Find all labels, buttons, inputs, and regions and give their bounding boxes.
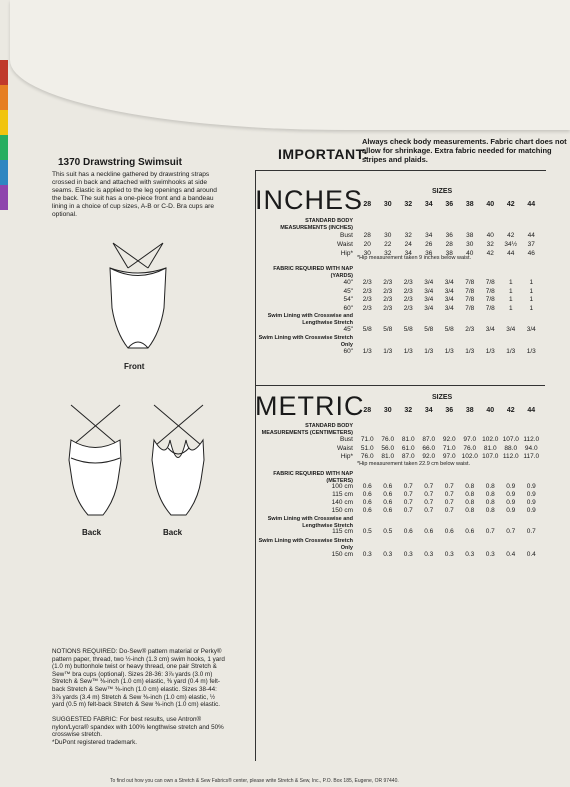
- table-cell: 0.6: [362, 483, 372, 490]
- row-label: 115 cm: [332, 528, 353, 535]
- table-cell: 56.0: [381, 444, 395, 452]
- table-cell: 76.0: [381, 436, 395, 443]
- table-cell: 1: [529, 279, 534, 286]
- row-label: Bust: [339, 436, 353, 443]
- table-cell: 87.0: [422, 436, 436, 443]
- table-cell: 32: [384, 250, 392, 257]
- table-cell: 0.6: [383, 507, 393, 514]
- table-cell: 0.7: [403, 483, 413, 490]
- size-column-header: 42: [506, 407, 515, 414]
- table-cell: 1: [529, 304, 534, 312]
- row-label: 140 cm: [331, 499, 353, 506]
- table-cell: 0.7: [403, 499, 413, 506]
- table-cell: 0.3: [485, 551, 495, 558]
- sizes-label-inches: SIZES: [432, 188, 453, 195]
- size-column-header: 38: [465, 407, 474, 414]
- table-row: [258, 279, 542, 286]
- table-cell: 0.6: [362, 491, 372, 498]
- inches-lining2-header: Swim Lining with Crosswise Stretch Only: [258, 335, 353, 348]
- table-cell: 0.7: [424, 491, 434, 498]
- table-cell: 1: [508, 279, 513, 286]
- table-cell: 81.0: [381, 453, 395, 460]
- row-label: 150 cm: [331, 551, 353, 558]
- table-cell: 44: [527, 232, 535, 239]
- table-cell: 3/4: [424, 296, 434, 303]
- table-cell: 102.0: [482, 436, 499, 443]
- table-cell: 40: [486, 232, 494, 239]
- table-cell: 88.0: [504, 444, 518, 452]
- table-cell: 24: [404, 241, 412, 248]
- size-column-header: 40: [486, 201, 495, 208]
- table-cell: 0.7: [444, 483, 454, 490]
- table-cell: 0.6: [362, 499, 372, 506]
- table-cell: 0.9: [526, 507, 536, 514]
- table-cell: 1: [508, 287, 513, 295]
- table-cell: 1/3: [403, 348, 413, 355]
- row-label: 60": [343, 348, 353, 355]
- table-row: [258, 326, 542, 333]
- table-cell: 20: [363, 241, 371, 248]
- size-column-header: 28: [363, 201, 372, 208]
- table-cell: 40: [466, 250, 474, 257]
- back-swimsuit-illustration-1: [63, 400, 128, 520]
- size-column-header: 42: [506, 201, 515, 208]
- suggested-fabric: [52, 716, 227, 746]
- table-cell: 5/8: [403, 326, 413, 333]
- inches-body-header: STANDARD BODY MEASUREMENTS (INCHES): [280, 218, 353, 231]
- table-cell: 112.0: [523, 436, 540, 443]
- row-label: 40": [343, 279, 353, 286]
- table-cell: 0.3: [362, 551, 372, 558]
- table-cell: 0.9: [506, 483, 516, 490]
- table-cell: 0.7: [403, 507, 413, 514]
- table-cell: 0.5: [362, 528, 372, 535]
- inches-hip-note: *Hip measurement taken 9 inches below waist.: [357, 255, 472, 261]
- metric-hip-note: *Hip measurement taken 22.9 cm below waist.: [357, 461, 471, 467]
- table-cell: 0.6: [444, 528, 454, 535]
- table-cell: 34: [425, 232, 433, 239]
- table-row: [258, 305, 542, 312]
- metric-body-header: STANDARD BODY MEASUREMENTS (CENTIMETERS): [261, 423, 353, 436]
- table-cell: 0.8: [485, 507, 495, 514]
- table-cell: 5/8: [362, 326, 372, 333]
- envelope-flap: [10, 0, 570, 130]
- table-cell: 1/3: [485, 348, 495, 355]
- table-cell: 0.3: [383, 551, 393, 558]
- table-cell: 2/3: [403, 287, 413, 295]
- table-cell: 0.8: [485, 499, 495, 506]
- suggested-fabric-text: SUGGESTED FABRIC: For best results, use Antron® nylon/Lycra® spandex with 100% lengthwise stretch and 50% crosswise stretch.: [52, 716, 224, 739]
- size-column-header: 34: [424, 201, 433, 208]
- table-cell: 0.6: [424, 528, 434, 535]
- row-label: 100 cm: [331, 483, 353, 490]
- table-cell: 22: [384, 241, 392, 248]
- table-cell: 7/8: [485, 279, 495, 286]
- table-cell: 7/8: [465, 279, 475, 286]
- table-cell: 0.9: [506, 491, 516, 498]
- table-row: [258, 483, 542, 490]
- table-cell: 1/3: [424, 348, 434, 355]
- size-column-header: 32: [404, 407, 413, 414]
- back-label-2: Back: [163, 528, 183, 537]
- table-cell: 0.7: [444, 491, 454, 498]
- table-cell: 0.8: [465, 499, 475, 506]
- table-cell: 46: [527, 250, 535, 257]
- table-cell: 1: [529, 287, 534, 295]
- front-swimsuit-illustration: [98, 238, 178, 358]
- row-label: Hip*: [340, 453, 353, 460]
- table-cell: 2/3: [383, 279, 393, 286]
- metric-heading: METRIC: [255, 391, 365, 421]
- table-row: [258, 551, 542, 558]
- table-cell: 3/4: [444, 296, 454, 303]
- size-column-header: 32: [404, 201, 413, 208]
- table-cell: 0.5: [383, 528, 393, 535]
- table-row: [258, 288, 542, 295]
- table-cell: 5/8: [444, 326, 454, 333]
- pattern-title: 1370 Drawstring Swimsuit: [58, 157, 182, 168]
- table-cell: 44: [507, 250, 515, 257]
- row-label: 115 cm: [332, 491, 353, 498]
- size-column-header: 30: [383, 407, 392, 414]
- table-cell: 38: [445, 250, 453, 257]
- table-cell: 37: [527, 241, 535, 248]
- table-cell: 0.8: [485, 491, 495, 498]
- table-cell: 3/4: [444, 287, 454, 295]
- table-cell: 0.6: [362, 507, 372, 514]
- table-cell: 1/3: [383, 348, 393, 355]
- table-cell: 30: [363, 250, 371, 257]
- table-cell: 42: [507, 232, 515, 239]
- table-cell: 76.0: [463, 444, 477, 452]
- section-divider: [255, 385, 545, 386]
- table-cell: 0.8: [465, 483, 475, 490]
- table-cell: 0.7: [526, 528, 536, 535]
- table-cell: 107.0: [482, 453, 499, 460]
- table-cell: 0.9: [526, 491, 536, 498]
- table-cell: 0.7: [424, 507, 434, 514]
- size-column-header: 28: [363, 407, 372, 414]
- table-cell: 2/3: [403, 279, 413, 286]
- table-cell: 97.0: [463, 436, 477, 443]
- row-label: 45": [343, 287, 353, 295]
- table-cell: 7/8: [465, 304, 475, 312]
- table-cell: 32: [404, 232, 412, 239]
- row-label: 60": [343, 304, 353, 312]
- table-row: [258, 491, 542, 498]
- table-cell: 0.8: [485, 483, 495, 490]
- row-label: Waist: [336, 241, 353, 248]
- table-cell: 2/3: [362, 287, 372, 295]
- front-label: Front: [124, 362, 145, 371]
- size-column-header: 40: [486, 407, 495, 414]
- table-cell: 1/3: [506, 348, 516, 355]
- table-cell: 0.7: [424, 483, 434, 490]
- table-row: [258, 348, 542, 355]
- table-row: [258, 232, 542, 239]
- table-cell: 3/4: [424, 304, 434, 312]
- table-cell: 2/3: [383, 287, 393, 295]
- size-column-header: 34: [424, 407, 433, 414]
- row-label: Waist: [336, 444, 353, 452]
- table-cell: 117.0: [523, 453, 540, 460]
- table-cell: 5/8: [383, 326, 393, 333]
- pattern-description: This suit has a neckline gathered by drawstring straps crossed in back and attached with swimhooks at side seams. Elastic is applied to the leg openings and around the back. The suit has a one-piece front and a bandeau lining in a choice of cup sizes, A-B or C-D. Bra cups are optional.: [52, 171, 217, 218]
- row-label: 54": [343, 296, 353, 303]
- table-cell: 42: [486, 250, 494, 257]
- table-cell: 2/3: [362, 279, 372, 286]
- table-cell: 30: [466, 241, 474, 248]
- row-label: Bust: [339, 232, 353, 239]
- table-cell: 1/3: [444, 348, 454, 355]
- table-cell: 36: [445, 232, 453, 239]
- row-label: Hip*: [340, 250, 353, 257]
- inches-lining1-header: Swim Lining with Crosswise and Lengthwise Stretch: [267, 313, 353, 326]
- size-column-header: 44: [527, 407, 536, 414]
- size-column-header: 38: [465, 201, 474, 208]
- table-cell: 0.6: [383, 499, 393, 506]
- table-cell: 0.7: [485, 528, 495, 535]
- table-cell: 71.0: [360, 436, 374, 443]
- table-cell: 3/4: [424, 287, 434, 295]
- metric-fabric-header: FABRIC REQUIRED WITH NAP (METERS): [273, 471, 353, 484]
- table-cell: 1/3: [465, 348, 475, 355]
- back-label-1: Back: [82, 528, 102, 537]
- table-cell: 5/8: [424, 326, 434, 333]
- table-cell: 0.4: [506, 551, 516, 558]
- table-cell: 0.6: [383, 483, 393, 490]
- table-row: [258, 436, 542, 443]
- table-cell: 28: [445, 241, 453, 248]
- table-cell: 7/8: [465, 287, 475, 295]
- table-row: [258, 528, 542, 535]
- table-cell: 3/4: [526, 326, 536, 333]
- table-row: [258, 453, 542, 460]
- table-cell: 3/4: [444, 304, 454, 312]
- table-cell: 0.3: [465, 551, 475, 558]
- table-cell: 7/8: [485, 304, 495, 312]
- size-header-inches: [357, 201, 542, 208]
- table-cell: 71.0: [442, 444, 456, 452]
- table-cell: 0.8: [465, 507, 475, 514]
- row-label: 150 cm: [331, 507, 353, 514]
- table-cell: 2/3: [383, 304, 393, 312]
- table-row: [258, 241, 542, 248]
- table-cell: 92.0: [422, 453, 436, 460]
- table-cell: 0.7: [403, 491, 413, 498]
- table-cell: 7/8: [485, 296, 495, 303]
- table-cell: 2/3: [403, 296, 413, 303]
- table-cell: 61.0: [401, 444, 415, 452]
- table-cell: 81.0: [483, 444, 497, 452]
- table-cell: 0.7: [444, 499, 454, 506]
- table-cell: 0.3: [403, 551, 413, 558]
- table-cell: 1: [508, 296, 513, 303]
- table-cell: 0.7: [506, 528, 516, 535]
- table-cell: 51.0: [360, 444, 374, 452]
- table-row: [258, 507, 542, 514]
- table-cell: 7/8: [485, 287, 495, 295]
- table-cell: 32: [486, 241, 494, 248]
- table-cell: 0.7: [444, 507, 454, 514]
- color-strip: [0, 60, 8, 210]
- table-cell: 0.9: [506, 499, 516, 506]
- important-label: IMPORTANT:: [278, 146, 369, 162]
- table-cell: 112.0: [502, 453, 519, 460]
- footer-text: To find out how you can own a Stretch & Sew Fabrics® center, please write Stretch & Sew, Inc., P.O. Box 185, Eugene, OR 97440.: [110, 778, 399, 784]
- table-cell: 66.0: [422, 444, 436, 452]
- table-cell: 102.0: [461, 453, 478, 460]
- table-cell: 107.0: [502, 436, 519, 443]
- table-cell: 81.0: [401, 436, 415, 443]
- table-cell: 3/4: [424, 279, 434, 286]
- table-cell: 7/8: [465, 296, 475, 303]
- table-cell: 3/4: [444, 279, 454, 286]
- size-header-metric: [357, 407, 542, 414]
- table-cell: 0.6: [465, 528, 475, 535]
- size-column-header: 36: [445, 201, 454, 208]
- metric-lining2-header: Swim Lining with Crosswise Stretch Only: [258, 538, 353, 551]
- table-cell: 92.0: [442, 436, 456, 443]
- table-cell: 36: [425, 250, 433, 257]
- back-swimsuit-illustration-2: [146, 400, 211, 520]
- table-cell: 0.6: [403, 528, 413, 535]
- trademark-note: *DuPont registered trademark.: [52, 738, 138, 746]
- table-cell: 28: [363, 232, 371, 239]
- sizes-label-metric: SIZES: [432, 394, 453, 401]
- table-cell: 0.9: [506, 507, 516, 514]
- table-cell: 0.3: [444, 551, 454, 558]
- inches-heading: INCHES: [255, 185, 364, 215]
- table-cell: 0.9: [526, 483, 536, 490]
- table-cell: 0.3: [424, 551, 434, 558]
- table-cell: 0.8: [465, 491, 475, 498]
- table-row: [258, 445, 542, 452]
- table-cell: 1: [529, 296, 534, 303]
- table-cell: 1/3: [362, 348, 372, 355]
- table-cell: 3/4: [485, 326, 495, 333]
- table-cell: 2/3: [403, 304, 413, 312]
- table-cell: 2/3: [383, 296, 393, 303]
- table-cell: 2/3: [465, 326, 475, 333]
- table-cell: 26: [425, 241, 433, 248]
- row-label: 45": [343, 326, 353, 333]
- table-cell: 0.7: [424, 499, 434, 506]
- table-cell: 94.0: [524, 444, 538, 452]
- table-cell: 2/3: [362, 304, 372, 312]
- metric-lining1-header: Swim Lining with Crosswise and Lengthwise Stretch: [267, 516, 353, 529]
- table-cell: 1/3: [526, 348, 536, 355]
- table-cell: 0.4: [526, 551, 536, 558]
- table-cell: 97.0: [442, 453, 456, 460]
- table-cell: 76.0: [360, 453, 374, 460]
- table-cell: 34: [404, 250, 412, 257]
- size-column-header: 36: [445, 407, 454, 414]
- table-cell: 1: [508, 304, 513, 312]
- size-column-header: 44: [527, 201, 536, 208]
- table-cell: 3/4: [506, 326, 516, 333]
- table-cell: 30: [384, 232, 392, 239]
- inches-fabric-header: FABRIC REQUIRED WITH NAP (YARDS): [273, 266, 353, 279]
- important-note: Always check body measurements. Fabric chart does not allow for shrinkage. Extra fabric needed for matching stripes and plaids.: [362, 137, 567, 164]
- size-column-header: 30: [383, 201, 392, 208]
- table-cell: 34½: [504, 241, 518, 248]
- table-cell: 87.0: [401, 453, 415, 460]
- table-row: [258, 499, 542, 506]
- table-row: [258, 296, 542, 303]
- table-cell: 0.6: [383, 491, 393, 498]
- table-cell: 38: [466, 232, 474, 239]
- table-cell: 0.9: [526, 499, 536, 506]
- table-cell: 2/3: [362, 296, 372, 303]
- notions-required: NOTIONS REQUIRED: Do-Sew® pattern material or Perky® pattern paper, thread, two ½-inch (1.3 cm) swim hooks, 1 yard (1.0 m) buttonhole twist or heavy thread, one pair Stretch & Sew™ bra cups (optional). Sizes 28-36: 3⅞ yards (3.0 m) Stretch & Sew™ ⅜-inch (1.0 cm) elastic, ⅜ yard (0.4 m) felt-back Stretch & Sew™ ⅜-inch (1.0 cm) elastic. Sizes 38-44: 3⅞ yards (3.4 m) Stretch & Sew ⅜-inch (1.0 cm) elastic, ½ yard (0.5 m) felt-back Stretch & Sew ⅜-inch (1.0 cm) elastic.: [52, 648, 225, 709]
